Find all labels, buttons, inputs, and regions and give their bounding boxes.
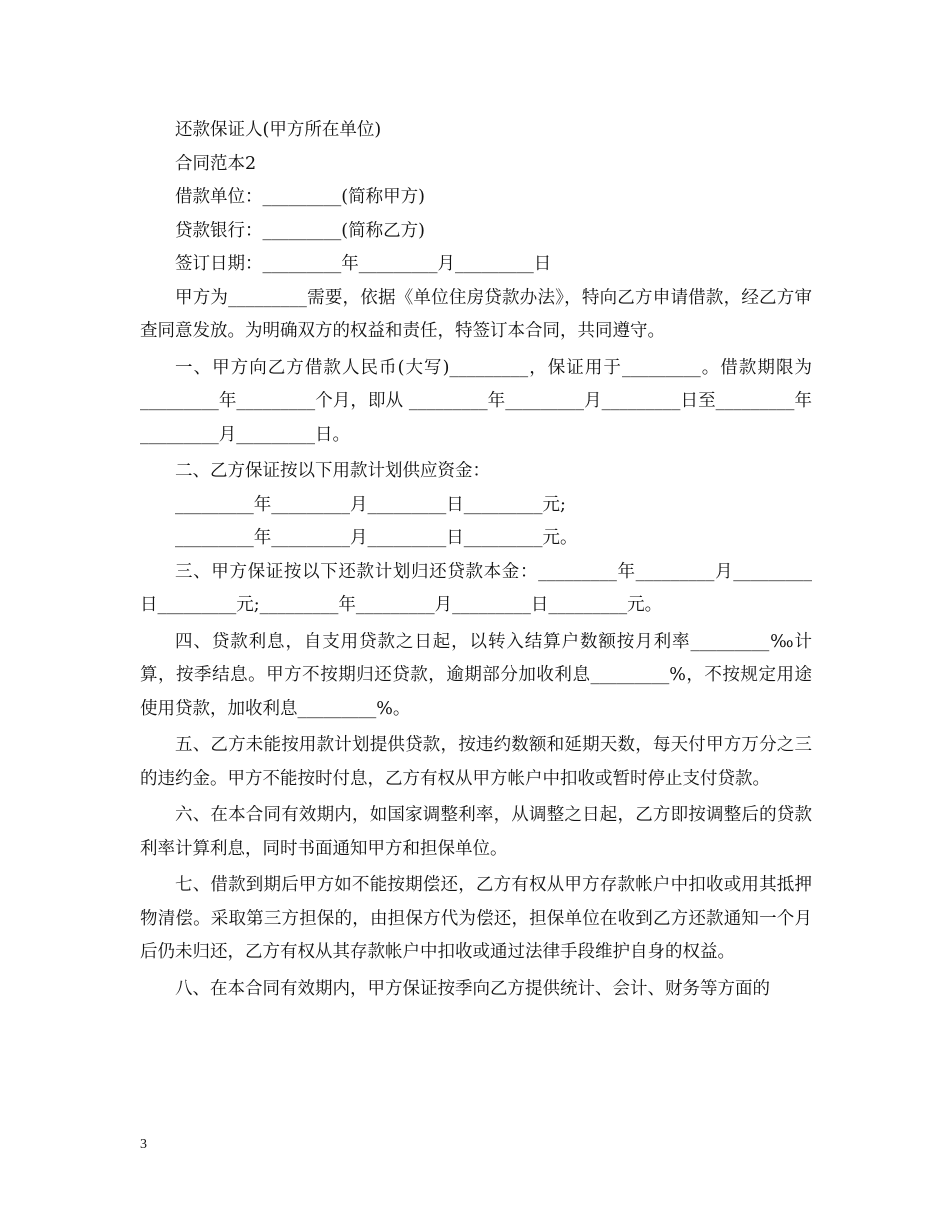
clause-1: 一、甲方向乙方借款人民币(大写)_________，保证用于_________。借款期限为_________年_________个月，即从 _________年_________月_________日至_________年_________月_________日。 xyxy=(140,357,812,445)
page-number: 3 xyxy=(140,1137,147,1152)
borrower-line: 借款单位：_________(简称甲方) xyxy=(175,187,425,207)
clause-4: 四、贷款利息，自支用贷款之日起，以转入结算户数额按月利率_________‰计算，按季结息。甲方不按期归还贷款，逾期部分加收利息_________%，不按规定用途使用贷款，加收利息_________%。 xyxy=(140,631,812,719)
clause-2-schedule-2: _________年_________月_________日_________元。 xyxy=(175,528,578,548)
clause-6: 六、在本合同有效期内，如国家调整利率，从调整之日起，乙方即按调整后的贷款利率计算利息，同时书面通知甲方和担保单位。 xyxy=(140,805,812,859)
contract-template-title: 合同范本2 xyxy=(175,153,257,174)
clause-5: 五、乙方未能按用款计划提供贷款，按违约数额和延期天数，每天付甲方万分之三的违约金。甲方不能按时付息，乙方有权从甲方帐户中扣收或暂时停止支付贷款。 xyxy=(140,735,812,789)
clause-2: 二、乙方保证按以下用款计划供应资金： xyxy=(175,461,490,481)
clause-7: 七、借款到期后甲方如不能按期偿还，乙方有权从甲方存款帐户中扣收或用其抵押物清偿。采取第三方担保的，由担保方代为偿还，担保单位在收到乙方还款通知一个月后仍未归还，乙方有权从其存款帐户中扣收或通过法律手段维护自身的权益。 xyxy=(140,875,812,962)
preamble-paragraph: 甲方为_________需要，依据《单位住房贷款办法》，特向乙方申请借款，经乙方审查同意发放。为明确双方的权益和责任，特签订本合同，共同遵守。 xyxy=(140,287,812,341)
guarantor-line: 还款保证人(甲方所在单位) xyxy=(175,120,382,140)
lender-line: 贷款银行：_________(简称乙方) xyxy=(175,220,425,241)
document-body xyxy=(140,114,812,1006)
clause-3: 三、甲方保证按以下还款计划归还贷款本金：_________年_________月_________日_________元;_________年_________月_________日_________元。 xyxy=(140,561,812,615)
clause-2-schedule-1: _________年_________月_________日_________元; xyxy=(175,494,566,515)
clause-8: 八、在本合同有效期内，甲方保证按季向乙方提供统计、会计、财务等方面的 xyxy=(175,978,770,999)
signing-date-line: 签订日期：_________年_________月_________日 xyxy=(175,254,552,274)
